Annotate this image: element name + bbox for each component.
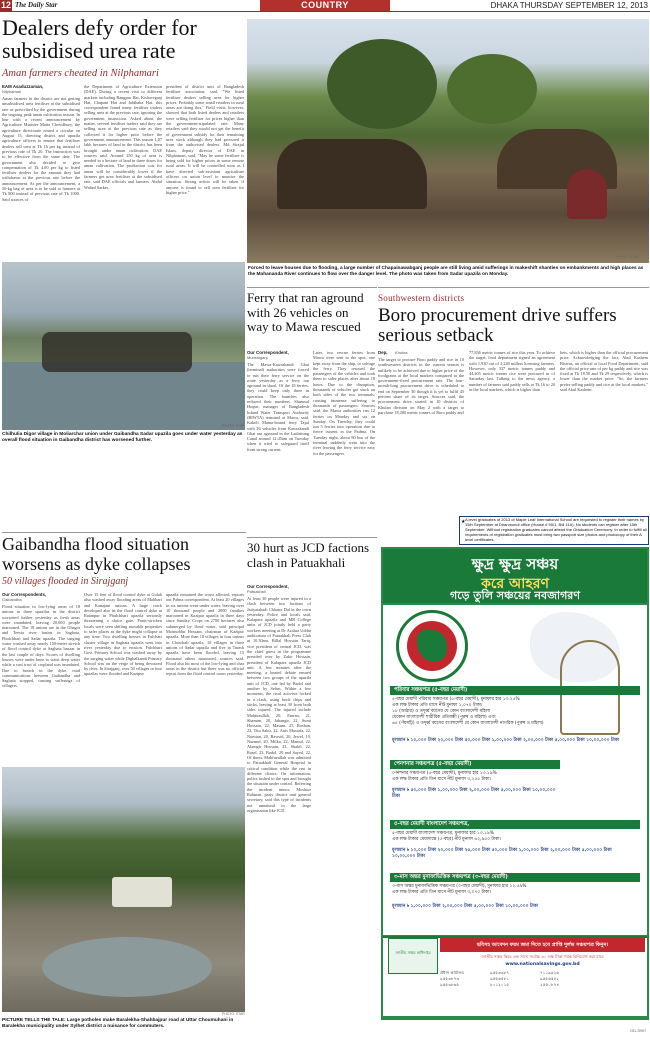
ad-section-heading: ৩-মাস অন্তর মুনাফাভিত্তিক সঞ্চয়পত্র (৩-বছর মেয়াদী) <box>390 873 640 882</box>
ad-line: পেনশনার সঞ্চয়পত্র (৫-বছর মেয়াদী), মুনাফার হার ১৩.১৯% <box>392 771 497 776</box>
lead-column-2: the Department of Agriculture Extension (DAE). During a recent visit to different markets including Rangpur Hat, Kishoreganj Hat, Chapani Hat and Jaldhaka Hat, this correspondent found many fertiliser traders selling urea at the previous rate, ignoring the government instruction. Asked about the matter, several fertiliser traders said they are selling urea at the previous rate as they collected it for higher price before the government announcement. This season 1,07 lakh hectares of land in the district has been brought under aman cultivation, DAE sources said. Around 250 kg of urea is needed in a hectare of land in three doses for aman cultivation. The production cost for aman will be considerably lower if the farmers get urea fertiliser at the subsidised rate, said DAE officials and farmers. Abdul Wahed Sarker, <box>84 84 162 190</box>
ad-amounts: মূল্যমান ৳ ১০,০০০ টাকা ২০,০০০ টাকা ২৫,০০০ টাকা ৫০,০০০ টাকা ১,০০,০০০ টাকা ২,০০,০০০ টাকা ৫,০০,০০০ টাকা ১০,০০,০০০ টাকা <box>392 848 612 859</box>
lead-column-1: Aman farmers in the district are not getting unsubsidised urea fertiliser at the subsidised rate as prescribed by the government during the ongoing peak aman cultivation season. In line with a recent announcement by Agriculture Minister Matia Chowdhury, the agriculture directorate issued a circular on August 15, directing district and upazila agriculture officers to ensure that fertiliser dealers sell urea at Tk 16 per kg instead of previous rate of Tk 20. The instruction was to be effective from the same date. The government also decided to give compensation of Tk 4.00 per kg to listed fertiliser dealers for the amount they had withdrawn at the previous rate before the announcement. As per the announcement, a 50-kg bag of urea is to be sold to farmers at Tk 800 instead of previous rate of Tk 1000. Said sources of <box>2 96 80 202</box>
boro-kicker: Southwestern districts <box>378 293 465 303</box>
ad-line: ৩-মাস অন্তর মুনাফাভিত্তিক সঞ্চয়পত্র (৩-বছর মেয়াদী), মুনাফার হার ১২.৫৯% <box>392 884 527 889</box>
table-cell: ৯৫৫৬৫৪২ <box>540 976 560 981</box>
ferry-column-1: The Mawa-Kawrakandi Ghat (terminal) authorities were forced to run their ferry service on the route yesterday as a ferry ran aground in shoal. Of the 18 ferries, they could keep only three in operation. The launches also reduced their numbers. Shamsul Hoque, manager of Bangladesh Inland Water Transport Authority (BIWTA) terminal at Mawa, said, Kakoli Mama-bound ferry Tajul with 26 vehicles from Kawrakandi Ghat ran aground in the Ladiritung Canal around 12:45am on Tuesday when it tried to safeguard itself from strong current. <box>247 362 309 452</box>
gaibandha-byline: Our Correspondents, <box>2 592 47 597</box>
page-number: 12 <box>0 0 11 10</box>
jcd-byline: Our Correspondent, <box>247 584 289 589</box>
ferry-headline: Ferry that ran aground with 26 vehicles on way to Mawa rescued <box>247 290 364 334</box>
ad-line: এক লক্ষ টাকার প্রতি মাসে নীট মুনাফা ১,০৭০ টাকা। <box>392 703 483 708</box>
ad-line: ৫-বছর মেয়াদী বাংলাদেশ সঞ্চয়পত্র, মুনাফার হার ১৩.১৯% <box>392 831 494 836</box>
section-tab: COUNTRY <box>260 0 390 11</box>
ad-website-link[interactable]: www.nationalsavings.gov.bd <box>505 962 580 967</box>
ad-amounts: মূল্যমান ৳ ৫০,০০০ টাকা ১,০০,০০০ টাকা ২,০০,০০০ টাকা ৫,০০,০০০ টাকা ১০,০০,০০০ টাকা <box>392 788 556 799</box>
pothole-road-photo <box>2 767 245 1012</box>
table-cell: প্রধান কার্যালয় <box>440 970 464 975</box>
school-notice-text: A level graduates of 2013 of Maple Leaf International School are requested to register their names by 15th September at Dhanmondi office (House # 95/1, Bdl 11A). No students can register after 15th September. Without registration graduates cannot attend the Graduation Ceremony. In order to fulfill all requirements of registration graduates must bring two passport size photos and photocopy of their A level certificates. <box>465 517 647 542</box>
photo-credit: PHOTO: STAR <box>222 424 245 428</box>
lead-headline: Dealers defy order for subsidised urea rate <box>2 15 197 63</box>
photo-caption: Forced to leave houses due to flooding, a large number of Chapainawabganj people are still living amid sufferings in makeshift shanties on embankments and high places as the Mahananda River continues to flow over the danger level. The photo was taken from Sadar upazila on Monday. <box>248 266 644 277</box>
ad-line: যেকোন বাংলাদেশী শারীরিক প্রতিবন্ধী (পুরুষ ও মহিলা) এবং <box>392 715 496 720</box>
table-cell: ৯৫৫৬৫৮১ <box>490 976 510 981</box>
ad-line: এক লক্ষ টাকার মেয়াদান্তে (৫-বছর) নীট মুনাফা ৬২,৯৫০ টাকা। <box>392 837 501 842</box>
lead-byline-place: Nilphamari <box>2 89 22 94</box>
table-cell: ৯৫৫৩৮৭৩ <box>440 976 460 981</box>
ad-amounts: মূল্যমান ৳ ১,০০,০০০ টাকা ২,০০,০০০ টাকা ৫,০০,০০০ টাকা ১০,০০,০০০ টাকা <box>392 904 538 909</box>
ferry-column-2: Later, two rescue ferries from Mawa were sent to the spot, one kept away from the ship, to salvage the ferry. They rescued the passengers of the vehicles and took them to safer places after about 18 hours. Due to the disruption, thousands of vehicles got stuck on both sides of the two terminals, causing immense suffering to thousands of passengers. Sources said, the Mawa authorities ran 12 ferries on Monday and six on Sunday. On Tuesday, they could run 5 ferries into operation due to fierce current in the Padma. On Tuesday night, about 80 bus of the terminal suddenly went into the river leaving the ferry service easy for the passengers. <box>313 350 375 456</box>
photo-caption: Chilhulia Digor village in Moliarchar union under Gaibandha Sadar upazila goes under water yesterday as overall flood situation in Gaibandha district has worsened further. <box>2 432 243 443</box>
gaibandha-column-1: Flood situation in low-lying areas of 18 unions in three upazilas in the district worsened further yesterday as fresh areas were inundated, leaving 20,000 people marooned. The 18 unions are in the Ghagot and Teesta river basins in Saghata, Phulchhari and Sadar upazila. The surging water washed away nearly 150-meter stretch of flood control dyke at Saghata bazaar in the last couple of days. Scores of dwelling houses were under knee to waist deep water while a vast tract of cropland was inundated. Due to breach in the dyke, road communications between Gaibandha and Saghata stopped, causing sufferings of villagers. <box>2 604 80 689</box>
ad-amounts: মূল্যমান ৳ ১০,০০০ টাকা ২০,০০০ টাকা ৫০,০০০ টাকা ১,০০,০০০ টাকা ২,০০,০০০ টাকা ৫,০০,০০০ টাকা ১০,০০,০০০ টাকা <box>392 738 620 743</box>
ad-line: এক লক্ষ টাকার প্রতি তিন মাসে নীট মুনাফা ৩,২৫৫ টাকা। <box>392 777 492 782</box>
ad-section-heading: ৫-বছর মেয়াদী বাংলাদেশ সঞ্চয়পত্র, <box>390 820 640 829</box>
photo-caption: PICTURE TELLS THE TALE: Large potholes make Baralekha-Shahbajpur road at Uttar Choumuhani in Baralekha municipality under Sylhet district a nuisance for commuters. <box>2 1018 234 1029</box>
gaibandha-subheadline: 50 villages flooded in Sirajganj <box>2 576 129 587</box>
lead-byline: EAM Asaduzzaman, <box>2 84 44 89</box>
lead-subheadline: Aman farmers cheated in Nilphamari <box>2 68 159 79</box>
table-cell: ২৫৫০৮৭৪ <box>540 982 560 987</box>
ad-title-line-2: করে আহরণ <box>481 576 549 592</box>
ad-footer-subtext: জাতীয় সঞ্চয় স্কিমে এক সাথে সর্বোচ্চ ৩০ লক্ষ টাকা পর্যন্ত বিনিয়োগ করা যাবে <box>481 954 604 959</box>
table-cell: ৯৫৫৩৮৬৫ <box>440 982 460 987</box>
table-cell: ৭১১৯৯২৬ <box>540 970 560 975</box>
divider <box>247 287 377 288</box>
boro-column-3: kets, which is higher than the official procurement price. Acknowledging the fact, Abul Kashem Biswas, an official at local Food Department, said the official price rate of per kg paddy and rice was fixed at Tk 18.50 and Tk 29 respectively, which is lower than the market price. "So, the farmers prefer selling paddy and rice at the local markets," said Abul Kashem. <box>560 350 648 393</box>
ad-section-heading: পেনশনার সঞ্চয়পত্র (৫-বছর মেয়াদী) <box>390 760 560 769</box>
gaibandha-flood-photo <box>2 262 245 430</box>
ferry-byline-place: Munshiganj <box>247 355 268 360</box>
boro-byline-place: Khulna <box>395 350 408 355</box>
photo-credit: PHOTO: STAR <box>222 1012 245 1016</box>
gaibandha-column-2: Over 15 feet of flood control dyke at Golah also washed away flooding areas of Malibari and Kanajani unions. A large crack developed also in the flood control dyke at Ratanpur in Phulchhari upazila seriously threatening a sluice gate. Panic-stricken locals were seen shifting movable properties to safer places as the dyke might collapse at any time. Two dwelling houses in Fulchari cluster village in Saghata upazila went into river yesterday due to erosion. Fulchhari Govt Primary School was washed away by the surging water while Dighalkandi Primary School was on the verge of being devoured by river. In Sirajganj, over 50 villages in four upazilas were flooded and Kazipur <box>84 592 162 677</box>
ad-footer-banner: ছবিসহ আবেদন ফরম জমা দিতে হবে প্রাপ্তি দুর্লভ সঞ্চয়পত্র কিনুন। <box>440 938 645 952</box>
jcd-headline: 30 hurt as JCD factions clash in Patuakhali <box>247 540 370 570</box>
ad-line: এক লক্ষ টাকার প্রতি তিন মাসে নীট মুনাফা ৩,০৭০ টাকা। <box>392 890 492 895</box>
ad-section-heading: পরিবার সঞ্চয়পত্র (৫-বছর মেয়াদী) <box>390 686 640 695</box>
gaibandha-headline: Gaibandha flood situation worsens as dyke collapses <box>2 534 191 574</box>
ad-line: ১৮ (আঠার) ও তদূর্ধ্ব বয়সের যে কোন বাংলাদেশী মহিলা <box>392 709 491 714</box>
ad-title-line-1: ক্ষুদ্র ক্ষুদ্র সঞ্চয় <box>471 555 559 573</box>
paper-name: The Daily Star <box>15 1 58 9</box>
ad-contact-table <box>440 970 645 988</box>
jcd-column-1: At least 30 people were injured in a clash between two factions of Jatiyatabadi Chhatra Dal in the town yesterday. Police and locals said, Kalapara upazila and MB College units of JCD jointly held a party workers meeting at Dr Azahar Uddin auditorium of Patuakhali Press Club at 10.30am. Billal Hossain Tariq, vice president of central JCD, was the chief guest in the programme presided over by Zakir Hossain, president of Kalapara upazila JCD unit. A few minutes after the meeting, a heated debate ensued between two groups of the upazila unit of JCD, one led by Badol and another by Selim. Within a few moments, the rival activists locked in a clash, using brick chips and sticks, leaving at least 30 from both sides injured. The injured include Mahfuzullah, 20, Emran, 21, Shamim, 20, Jahangir, 22, Sumi Hossain, 22, Masum, 25, Roshan, 22, Titu Sakir, 22, Anis Mustafa, 22, Nomian, 20, Bawsid, 20, Jewel, 19, Nazmul, 20, Milka, 22, Mamul, 22, Alamgir Hossain, 21, Shakil, 22, Rasel, 23, Badol, 20 and Sayed, 22. Of them, Mahfuzullah was admitted to Patuakhali General Hospital in critical condition while the rest in different clinics. On information, police rushed to the spot and brought the situation under control. Referring the incident minor, Moshiur Rahman, party district unit general secretary, said this type of incidents not unnatural in the large organisation like JCD. <box>247 596 311 813</box>
divider <box>2 532 246 533</box>
boro-headline: Boro procurement drive suffers serious setback <box>378 305 617 346</box>
boro-column-2: 77,836 metric tonnes of rice this year. To achieve the target, food department signed an agreement with 1,930 out of 2,240 millers licensing farmers. However, only 337 metric tonnes paddy and 44,405 metric tonnes rice were procured as of Saturday last. Talking to the news agency, a number of farmers said paddy sells at Tk 16 to 20 in the local markets, which is higher than <box>469 350 555 393</box>
ad-title-line-3: গড়ে তুলি সঞ্চয়ের নবজাগরণ <box>449 589 581 602</box>
divider <box>378 287 649 288</box>
jcd-byline-place: Patuakhali <box>247 589 266 594</box>
divider <box>247 537 377 538</box>
star-icon: ★ <box>461 519 466 525</box>
table-cell: ৮০১২০১৫ <box>490 982 510 987</box>
ferry-byline: Our Correspondent, <box>247 350 289 355</box>
date-line: DHAKA THURSDAY SEPTEMBER 12, 2013 <box>490 1 648 10</box>
boro-column-1: The target to procure Boro paddy and rice in 10 southwestern districts in the current season is unlikely to be achieved due to higher price of the foodgrains at the local markets compared to the government-fixed procurement rate. The four-month-long procurement drive is scheduled to end on September 30 though it is yet to fulfil 45 percent share of its target. Sources said, the procurement drive started in 10 districts of Khulna division on May 2 with a target to purchase 18,280 metric tonnes of Boro paddy and <box>378 357 464 415</box>
table-row <box>440 982 645 988</box>
table-cell: ৯৫৫৩৩৮৭ <box>490 970 510 975</box>
gaibandha-column-3: upazila remained the worst affected, reports our Pabna correspondent. At least 20 villages in six unions went under water, leaving over 10 thousand people and 2000 families marooned in Kazipur upazila in three days since Sunday. Crops on 2700 hectares also submerged by flood water, said principal Moinuddin Hossain, chairman of Kazipur upazila. More than 10 villages in four unions in Chowhali upazila, 10 villages in three unions of Sadar upazila and five in Tarash upazila have been flooded, leaving 15 thousand others marooned, sources said. Flood also hit most of the low-lying and char areas in the district but there was no official report from the flood control room yesterday. <box>166 592 244 677</box>
ad-line: ৬৫ (পঁয়ষট্টি) ও তদূর্ধ্ব বয়সের বাংলাদেশী যে কোন বাংলাদেশী নাগরিক (পুরুষ ও মহিলা) <box>392 721 544 726</box>
flood-shanty-photo <box>247 19 649 263</box>
lead-column-3: president of district unit of Bangladesh fertiliser association, said, "We listed fertiliser dealers selling urea for higher prices. Probably some small retailers in rural areas are doing this." Field visits, however, showed that both listed dealers and retailers were selling fertiliser for prices higher than the government-stipulated rate. Many retailers said they would not get the benefit of government subsidy for their remaining urea stock although they had procured it from the authorised dealers. Md Sirajul Islam, deputy director of DAE in Nilphamari, said, "May be some fertiliser is being sold for higher prices in some remote rural areas. It will be controlled soon as I have directed sub-assistant agriculture officers on union level to monitor the situation. Strong action will be taken if anyone is found to sell urea fertiliser for higher price." <box>166 84 244 195</box>
boro-byline: Dep, <box>378 350 388 355</box>
savings-directorate-name: জাতীয় সঞ্চয় অধিদপ্তর <box>395 950 431 955</box>
ad-line: ৫-বছর মেয়াদী পরিবার সঞ্চয়পত্র (৫-বছর মেয়াদী), মুনাফার হার ১৩.২৫% <box>392 697 520 702</box>
photo-credit: PHOTO: STAR <box>616 255 639 259</box>
gaibandha-byline-place: Gaibandha <box>2 597 22 602</box>
ad-code: GD-3997 <box>630 1028 647 1033</box>
